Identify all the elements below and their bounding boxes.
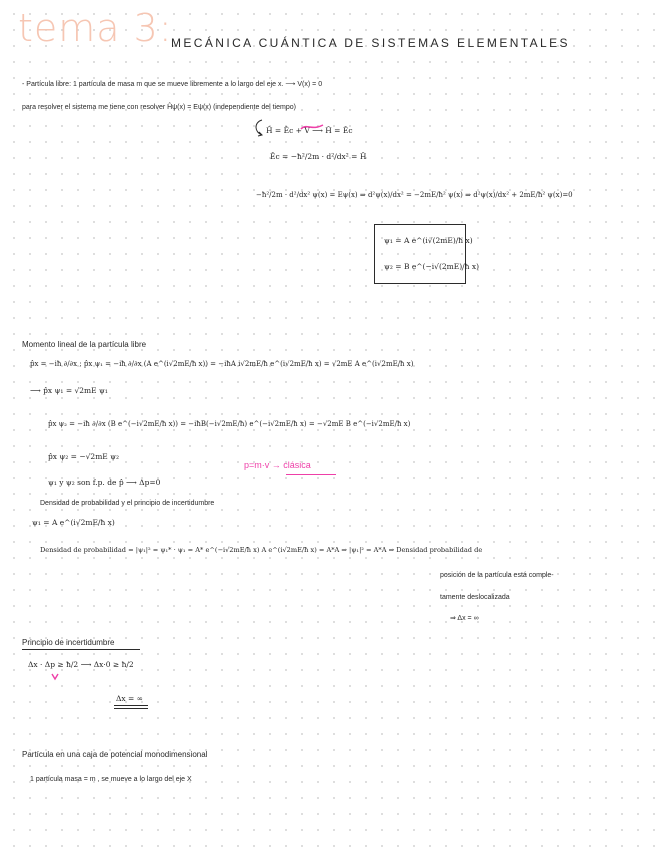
free-particle-intro: - Partícula libre: 1 partícula de masa m que se mueve libremente a lo largo del eje x. ⟶ V(x) = 0: [22, 81, 323, 88]
delocalized-note-2: tamente deslocalizada: [440, 594, 510, 601]
result-underline-2: [114, 708, 148, 709]
eigenfunctions-statement: ψ₁ y ψ₂ son f.p. de p̂ ⟶ Δp=0: [48, 478, 161, 487]
momentum-operator-line: p̂x = −iħ ∂/∂x ; p̂x ψ₁ = −iħ ∂/∂x (A e^(i√2mE/ħ x)) = −iħA i√2mE/ħ e^(i√2mE/ħ x) = √2mE A e^(i√2mE/ħ x): [30, 360, 414, 368]
section-title-momentum: Momento lineal de la partícula libre: [22, 340, 147, 349]
solution-psi2: ψ₂ = B e^(−i√(2mE)/ħ x): [384, 262, 480, 271]
uncertainty-title-underline: [22, 649, 140, 650]
hamiltonian-operator-line: Ĥ = Êc + V̂ ⟶ Ĥ = Êc: [266, 126, 353, 135]
momentum-eigen-psi2: p̂x ψ₂ = −√2mE ψ₂: [48, 452, 120, 461]
pink-down-arrow-mark: [50, 672, 60, 682]
pink-underline: [286, 474, 336, 475]
kinetic-energy-operator: Êc = −ħ²/2m · d²/dx² = Ĥ: [270, 152, 367, 161]
uncertainty-result: Δx = ∞: [116, 694, 143, 703]
solutions-box: [374, 224, 466, 284]
result-underline-1: [114, 705, 148, 706]
probability-density-heading: Densidad de probabilidad y el principio de incertidumbre: [40, 500, 215, 507]
delocalized-note-1: posición de la partícula está comple-: [440, 572, 554, 579]
pink-classical-note: p=m·v → clásica: [244, 460, 311, 470]
section-title-box: Partícula en una caja de potencial monodimensional: [22, 750, 208, 759]
solution-psi1: ψ₁ = A e^(i√(2mE)/ħ x): [384, 236, 473, 245]
page-heading-tema: tema 3:: [18, 6, 173, 50]
momentum-operator-psi2: p̂x ψ₂ = −iħ ∂/∂x (B e^(−i√2mE/ħ x)) = −iħB(−i√2mE/ħ) e^(−i√2mE/ħ x) = −√2mE B e^(−i√2mE/ħ x): [48, 420, 411, 428]
uncertainty-relation: Δx · Δp ≥ ħ/2 ⟶ Δx·0 ≥ ħ/2: [28, 660, 134, 669]
curved-arrow-icon: [252, 118, 266, 138]
pink-cross-out-mark: [300, 122, 324, 132]
schrodinger-equation: −ħ²/2m · d²/dx² ψ(x) = Eψ(x) ⇒ d²ψ(x)/dx² = −2mE/ħ² ψ(x) ⇒ d²ψ(x)/dx² + 2mE/ħ² ψ(x)=0: [256, 191, 573, 199]
box-particle-description: 1 partícula masa = m , se mueve a lo largo del eje X: [30, 776, 192, 783]
section-title-uncertainty: Principio de incertidumbre: [22, 638, 115, 647]
probability-density-line: Densidad de probabilidad = |ψ₁|² = ψ₁* · ψ₁ = A* e^(−i√2mE/ħ x) A e^(i√2mE/ħ x) = A*A ⇒ |ψ₁|² = A*A ⇒ Densidad probabilidad de: [40, 546, 483, 554]
momentum-eigen-psi1: ⟶ p̂x ψ₁ = √2mE ψ₁: [30, 386, 108, 395]
psi1-definition: ψ₁ = A e^(i√2mE/ħ x): [32, 518, 115, 527]
page-title: MECÁNICA CUÁNTICA DE SISTEMAS ELEMENTALES: [171, 36, 570, 50]
solve-statement: para resolver el sistema me tiene con resolver Ĥψ(x) = Eψ(x) (independiente del tiempo): [22, 104, 296, 111]
delta-x-infinite-note: ⇒ Δx = ∞: [450, 615, 479, 622]
